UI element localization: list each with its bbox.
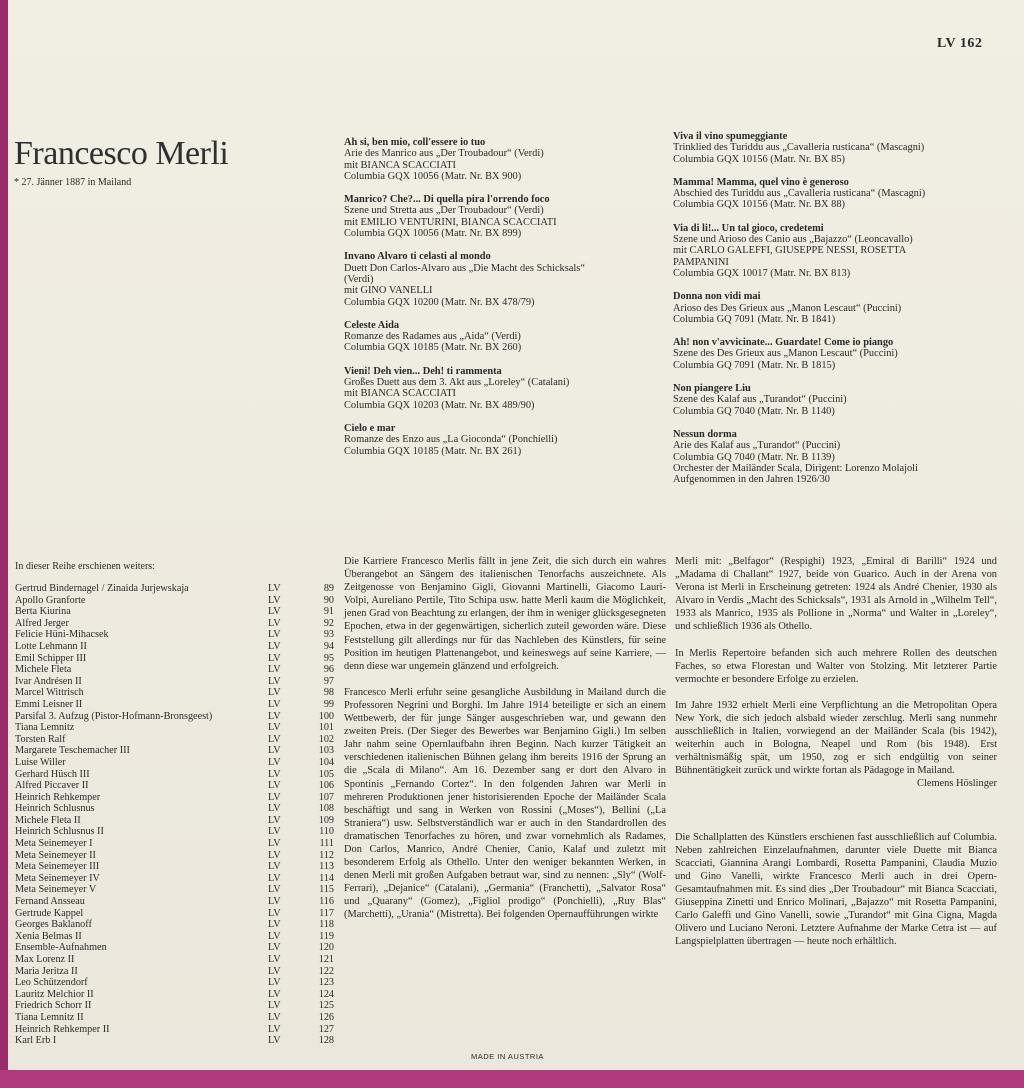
track-detail: mit BIANCA SCACCIATI	[344, 159, 457, 171]
series-artist: Ensemble-Aufnahmen	[15, 942, 107, 954]
series-number: 116	[319, 896, 334, 908]
series-artist: Tiana Lemnitz II	[15, 1011, 84, 1023]
track-detail: Szene des Des Grieux aus „Manon Lescaut“ (Puccini)	[673, 348, 898, 360]
series-artist: Emmi Leisner II	[15, 698, 83, 710]
series-code: LV	[268, 965, 281, 977]
series-number: 124	[318, 988, 334, 1000]
track-title: Invano Alvaro ti celasti al mondo	[344, 251, 491, 263]
series-code: LV	[268, 652, 281, 664]
artist-birth: * 27. Jänner 1887 in Mailand	[14, 177, 132, 188]
track-title: Donna non vidi mai	[673, 291, 761, 303]
series-row	[15, 966, 340, 978]
series-number: 107	[318, 791, 334, 803]
series-number: 113	[319, 861, 334, 873]
series-number: 97	[323, 675, 334, 687]
track-detail: Columbia GQX 10200 (Matr. Nr. BX 478/79)	[344, 296, 535, 308]
track-detail: Arioso des Des Grieux aus „Manon Lescaut“ (Puccini)	[673, 302, 902, 314]
series-code: LV	[268, 1000, 281, 1012]
series-code: LV	[268, 675, 281, 687]
series-artist: Emil Schipper III	[15, 652, 87, 664]
track-detail: Columbia GQ 7091 (Matr. Nr. B 1841)	[673, 313, 836, 325]
series-artist: Berta Kiurina	[15, 606, 71, 618]
track-detail: Columbia GQ 7040 (Matr. Nr. B 1140)	[673, 405, 835, 417]
series-code: LV	[268, 1011, 281, 1023]
track-entry	[673, 337, 993, 371]
series-number: 108	[318, 803, 334, 815]
biography-column-2	[675, 555, 997, 961]
series-artist: Meta Seinemeyer III	[15, 861, 100, 873]
series-number: 101	[318, 722, 334, 734]
series-row	[15, 664, 340, 676]
series-number: 92	[323, 617, 334, 629]
track-detail: PAMPANINI	[673, 256, 729, 268]
series-row	[15, 699, 340, 711]
series-row	[15, 919, 340, 931]
track-title: Ah! non v'avvicinate... Guardate! Come io piango	[673, 337, 894, 349]
series-row	[15, 722, 340, 734]
series-code: LV	[268, 617, 281, 629]
series-code: LV	[268, 756, 281, 768]
track-title: Via di li!... Un tal gioco, credetemi	[673, 222, 824, 234]
track-detail: Szene und Arioso des Canio aus „Bajazzo“ (Leoncavallo)	[673, 234, 913, 246]
series-code: LV	[268, 698, 281, 710]
series-artist: Xenia Belmas II	[15, 930, 82, 942]
series-number: 105	[318, 768, 334, 780]
artist-name: Francesco Merli	[14, 135, 229, 172]
author-signature: Clemens Höslinger	[917, 778, 997, 790]
series-code: LV	[268, 838, 281, 850]
made-in-label: MADE IN AUSTRIA	[471, 1052, 544, 1061]
track-detail: (Verdi)	[344, 273, 374, 285]
series-number: 93	[323, 629, 334, 641]
series-number: 114	[319, 872, 334, 884]
series-number: 128	[318, 1035, 334, 1047]
series-artist: Margarete Teschemacher III	[15, 745, 130, 757]
series-row	[15, 1024, 340, 1036]
series-code: LV	[268, 780, 281, 792]
track-entry	[673, 177, 993, 211]
series-row	[15, 711, 340, 723]
track-title: Manrico? Che?... Di quella pira l'orrendo foco	[344, 194, 550, 206]
series-code: LV	[268, 594, 281, 606]
series-number: 106	[318, 780, 334, 792]
series-row	[15, 803, 340, 815]
series-artist: Georges Baklanoff	[15, 919, 92, 931]
track-entry	[673, 429, 993, 485]
series-row	[15, 850, 340, 862]
series-number: 119	[319, 930, 334, 942]
series-number: 117	[319, 907, 334, 919]
series-artist: Meta Seinemeyer I	[15, 838, 93, 850]
biography-paragraph: Merli mit: „Belfagor“ (Respighi) 1923, „Emiral di Barilli“ 1924 und „Madama di Challant“ 1927, beide von Guarico. Auch in der Arena von Verona ist Merli in Erscheinung getreten: 1924 als André Chenier, 1930 als Alvaro in Verdis „Macht des Schicksals“, 1931 als Arnold in „Wilhelm Tell“, 1933 als Manrico, 1935 als Pollione in „Norma“ und Walter in „Loreley“, und schließlich 1936 als Othello.	[675, 556, 997, 633]
series-row	[15, 595, 340, 607]
track-detail: Columbia GQ 7091 (Matr. Nr. B 1815)	[673, 359, 836, 371]
track-title: Cielo e mar	[344, 422, 396, 434]
track-entry	[673, 131, 993, 165]
series-heading: In dieser Reihe erschienen weiters:	[15, 561, 155, 572]
series-artist: Heinrich Rehkemper II	[15, 1023, 110, 1035]
track-detail: Columbia GQX 10056 (Matr. Nr. BX 899)	[344, 228, 522, 240]
series-code: LV	[268, 710, 281, 722]
series-artist: Alfred Jerger	[15, 617, 69, 629]
series-artist: Max Lorenz II	[15, 954, 75, 965]
series-code: LV	[268, 896, 281, 908]
series-code: LV	[268, 722, 281, 734]
series-artist: Luise Willer	[15, 756, 66, 768]
series-number: 103	[318, 745, 334, 757]
track-detail: mit GINO VANELLI	[344, 285, 433, 297]
series-artist: Fernand Ansseau	[15, 896, 85, 908]
series-artist: Meta Seinemeyer V	[15, 884, 97, 896]
track-detail: Abschied des Turiddu aus „Cavalleria rusticana“ (Mascagni)	[673, 188, 926, 200]
series-code: LV	[268, 919, 281, 931]
series-number: 104	[318, 756, 334, 768]
series-artist: Torsten Ralf	[15, 733, 66, 745]
series-row	[15, 989, 340, 1001]
series-row	[15, 757, 340, 769]
track-title: Ah si, ben mio, coll'essere io tuo	[344, 137, 486, 148]
series-row	[15, 653, 340, 665]
biography-paragraph: Im Jahre 1932 erhielt Merli eine Verpflichtung an die Metropolitan Opera New York, die sich jedoch alsbald wieder zerschlug. Merli sang nunmehr ausschließlich in Italien, vorwiegend an der Mailänder Scala (bis 1942), weiterhin auch in Bologna, Neapel und Rom (bis 1948). Erst verhältnismäßig spät, um 1950, zog er sich endgültig von seiner Bühnentätigkeit zurück und wirkte fortan als Pädagoge in Mailand.	[675, 699, 997, 777]
series-number: 122	[318, 965, 334, 977]
series-code: LV	[268, 872, 281, 884]
series-row	[15, 583, 340, 595]
series-number: 126	[318, 1011, 334, 1023]
track-detail: Columbia GQX 10185 (Matr. Nr. BX 260)	[344, 342, 522, 354]
track-detail: Arie des Manrico aus „Der Troubadour“ (Verdi)	[344, 148, 544, 160]
series-row	[15, 838, 340, 850]
series-artist: Friedrich Schorr II	[15, 1000, 92, 1012]
series-code: LV	[268, 942, 281, 954]
series-row	[15, 641, 340, 653]
series-code: LV	[268, 687, 281, 699]
track-title: Celeste Aida	[344, 319, 400, 331]
track-detail: Arie des Kalaf aus „Turandot“ (Puccini)	[673, 440, 841, 452]
series-artist: Maria Jeritza II	[15, 965, 78, 977]
track-detail: Trinklied des Turiddu aus „Cavalleria rusticana“ (Mascagni)	[673, 142, 925, 154]
series-artist: Heinrich Rehkemper	[15, 791, 101, 803]
sleeve-edge-left	[0, 0, 8, 1088]
track-detail: Columbia GQX 10156 (Matr. Nr. BX 85)	[673, 153, 846, 165]
track-list-right	[673, 131, 993, 497]
track-entry	[344, 137, 644, 182]
series-number: 125	[318, 1000, 334, 1012]
series-code: LV	[268, 884, 281, 896]
series-code: LV	[268, 930, 281, 942]
series-code: LV	[268, 954, 281, 965]
series-number: 115	[319, 884, 334, 896]
series-row	[15, 954, 340, 966]
record-sleeve-back	[8, 0, 1024, 1070]
series-list	[15, 583, 340, 1047]
track-detail: Columbia GQX 10056 (Matr. Nr. BX 900)	[344, 170, 522, 182]
series-code: LV	[268, 583, 281, 594]
series-number: 111	[319, 838, 334, 850]
series-artist: Ivar Andrésen II	[15, 675, 82, 687]
series-code: LV	[268, 988, 281, 1000]
track-detail: Szene und Stretta aus „Der Troubadour“ (Verdi)	[344, 205, 544, 217]
series-code: LV	[268, 814, 281, 826]
series-number: 109	[318, 814, 334, 826]
track-entry	[344, 366, 644, 411]
catalog-number: LV 162	[937, 36, 983, 51]
track-title: Nessun dorma	[673, 428, 737, 440]
track-entry	[673, 383, 993, 417]
track-detail: Columbia GQX 10185 (Matr. Nr. BX 261)	[344, 445, 522, 457]
series-code: LV	[268, 849, 281, 861]
biography-paragraph: Francesco Merli erfuhr seine gesangliche Ausbildung in Mailand durch die Professoren Negrini und Borghi. Im Jahre 1914 beteiligte er sich an einem Wettbewerb, der für junge Sänger ausgeschrieben war, und gewann den zweiten Preis. (Der Sieger des Bewerbes war Benjamino Gigli.) Im selben Jahr nahm seine Opernlaufbahn ihren Beginn. Nach kurzer Tätigkeit an verschiedenen italienischen Bühnen gelang ihm bereits 1916 der Sprung an die „Scala di Milano“. Am 16. Dezember sang er dort den Alvaro in Spontinis „Fernando Cortez“. In den folgenden Jahren war Merli in mehreren Produktionen jener historisierenden Epoche der Mailänder Scala beschäftigt und sang in Werken von Rossini („Moses“), Bellini („La Straniera“) usw. Selbstverständlich war er auch in den Standardrollen des dramatischen Tenorfaches zu hören, und zwar vornehmlich als Radames, Don Carlos, Manrico, André Chenier, Canio, Kalaf und zuletzt mit besonderem Erfolg als Othello. Unter den weniger bekannten Werken, in denen Merli mit großen Aufgaben betraut war, sind zu nennen: „Sly“ (Wolf-Ferrari), „Dejanice“ (Catalani), „Germania“ (Franchetti), „Salvator Rosa“ und „Quarany“ (Gomez), „Figliol prodigo“ (Ponchielli), „Ruy Blas“ (Marchetti), „Urania“ (Mistretta). Bei folgenden Opernaufführungen wirkte	[344, 686, 666, 921]
series-row	[15, 931, 340, 943]
series-row	[15, 780, 340, 792]
series-code: LV	[268, 791, 281, 803]
series-row	[15, 1000, 340, 1012]
series-artist: Lotte Lehmann II	[15, 640, 87, 652]
series-number: 102	[318, 733, 334, 745]
series-artist: Meta Seinemeyer II	[15, 849, 96, 861]
series-artist: Leo Schützendorf	[15, 977, 88, 989]
series-row	[15, 942, 340, 954]
series-row	[15, 676, 340, 688]
track-detail: mit BIANCA SCACCIATI	[344, 388, 457, 400]
track-title: Viva il vino spumeggiante	[673, 131, 788, 142]
series-row	[15, 769, 340, 781]
series-code: LV	[268, 733, 281, 745]
series-row	[15, 873, 340, 885]
track-title: Non piangere Liu	[673, 383, 751, 395]
series-row	[15, 908, 340, 920]
series-row	[15, 861, 340, 873]
series-row	[15, 745, 340, 757]
track-list-left	[344, 137, 644, 469]
series-code: LV	[268, 640, 281, 652]
series-artist: Apollo Granforte	[15, 594, 86, 606]
track-entry	[344, 320, 644, 354]
series-artist: Heinrich Schlusnus	[15, 803, 95, 815]
track-detail: Orchester der Mailänder Scala, Dirigent: Lorenzo Molajoli	[673, 462, 918, 474]
series-number: 120	[318, 942, 334, 954]
series-number: 100	[318, 710, 334, 722]
track-title: Mamma! Mamma, quel vino è generoso	[673, 176, 849, 188]
sleeve-edge-bottom	[0, 1070, 1024, 1088]
series-row	[15, 687, 340, 699]
series-code: LV	[268, 826, 281, 838]
series-number: 98	[323, 687, 334, 699]
series-code: LV	[268, 629, 281, 641]
track-detail: Romanze des Enzo aus „La Gioconda“ (Ponchielli)	[344, 434, 558, 446]
series-number: 112	[319, 849, 334, 861]
series-code: LV	[268, 745, 281, 757]
series-row	[15, 815, 340, 827]
series-artist: Gertrud Bindernagel / Zinaida Jurjewskaja	[15, 583, 189, 594]
series-row	[15, 896, 340, 908]
series-code: LV	[268, 861, 281, 873]
series-artist: Alfred Piccaver II	[15, 780, 89, 792]
series-number: 123	[318, 977, 334, 989]
track-detail: Szene des Kalaf aus „Turandot“ (Puccini)	[673, 394, 847, 406]
track-entry	[344, 251, 644, 307]
track-detail: mit CARLO GALEFFI, GIUSEPPE NESSI, ROSETTA	[673, 245, 907, 257]
track-entry	[673, 223, 993, 279]
track-title: Vieni! Deh vien... Deh! ti rammenta	[344, 365, 502, 377]
series-number: 99	[323, 698, 334, 710]
track-detail: mit EMILIO VENTURINI, BIANCA SCACCIATI	[344, 216, 557, 228]
series-artist: Gerhard Hüsch III	[15, 768, 90, 780]
track-detail: Columbia GQX 10203 (Matr. Nr. BX 489/90)	[344, 399, 535, 411]
series-artist: Tiana Lemnitz	[15, 722, 75, 734]
series-number: 94	[323, 640, 334, 652]
series-row	[15, 977, 340, 989]
series-code: LV	[268, 1023, 281, 1035]
series-code: LV	[268, 664, 281, 676]
discography-note: Die Schallplatten des Künstlers erschienen fast ausschließlich auf Columbia. Neben zahlreichen Einzelaufnahmen, darunter viele Duette mit Bianca Scacciati, Giannina Arangi Lombardi, Rosetta Pampanini, Claudia Muzio und Gino Vanelli, wirkte Francesco Merli auch in drei Opern-Gesamtaufnahmen mit. Es sind dies „Der Troubadour“ mit Bianca Scacciati, Giuseppina Zinetti und Enrico Molinari, „Bajazzo“ mit Rosetta Pampanini, Carlo Galeffi und Gino Vanelli, sowie „Turandot“ mit Gina Cigna, Magda Olivero und Luciano Neroni. Letztere Aufnahme der Marke Cetra ist — auf Langspielplatten übertragen — heute noch erhältlich.	[675, 831, 997, 948]
series-artist: Gertrude Kappel	[15, 907, 84, 919]
series-row	[15, 606, 340, 618]
series-code: LV	[268, 1035, 281, 1047]
track-entry	[344, 423, 644, 457]
series-artist: Karl Erb I	[15, 1035, 57, 1047]
series-number: 118	[319, 919, 334, 931]
series-artist: Michele Fleta	[15, 664, 72, 676]
track-entry	[344, 194, 644, 239]
series-code: LV	[268, 907, 281, 919]
series-artist: Lauritz Melchior II	[15, 988, 94, 1000]
series-code: LV	[268, 803, 281, 815]
series-number: 121	[318, 954, 334, 965]
series-number: 90	[323, 594, 334, 606]
series-code: LV	[268, 606, 281, 618]
series-row	[15, 1035, 340, 1047]
track-detail: Romanze des Radames aus „Aida“ (Verdi)	[344, 331, 521, 343]
series-artist: Marcel Wittrisch	[15, 687, 84, 699]
track-entry	[673, 291, 993, 325]
series-row	[15, 826, 340, 838]
track-detail: Aufgenommen in den Jahren 1926/30	[673, 474, 830, 486]
series-number: 110	[319, 826, 334, 838]
biography-column-1	[344, 555, 666, 935]
track-detail: Großes Duett aus dem 3. Akt aus „Loreley“ (Catalani)	[344, 377, 570, 389]
biography-paragraph: In Merlis Repertoire befanden sich auch mehrere Rollen des deutschen Faches, so etwa Florestan und Walter von Stolzing. Mit letzterer Partie vermochte er besondere Erfolge zu erzielen.	[675, 647, 997, 685]
series-code: LV	[268, 977, 281, 989]
series-row	[15, 618, 340, 630]
series-number: 96	[323, 664, 334, 676]
series-number: 91	[323, 606, 334, 618]
series-number: 95	[323, 652, 334, 664]
series-row	[15, 884, 340, 896]
biography-paragraph: Die Karriere Francesco Merlis fällt in jene Zeit, die sich durch ein wahres Überangebot an Sängern des italienischen Tenorfachs auszeichnete. Als Zeitgenosse von Benjamino Gigli, Giovanni Martinelli, Giacomo Lauri-Volpi, Aureliano Pertile, Tito Schipa usw. hatte Merli kaum die Möglichkeit, jenen Grad von Beachtung zu erlangen, der ihm in weniger glücksgesegneten Epochen, etwa in der gegenwärtigen, sicherlich zuteil geworden wäre. Diese Feststellung gilt allerdings nur für das Nachleben des Künstlers, für seine Position im heutigen Plattenangebot, und keineswegs auf seine Karriere, — denn diese war ungemein glänzend und erfolgreich.	[344, 556, 666, 672]
series-artist: Felicie Hüni-Mihacsek	[15, 629, 109, 641]
series-code: LV	[268, 768, 281, 780]
track-detail: Columbia GQ 7040 (Matr. Nr. B 1139)	[673, 451, 835, 463]
series-artist: Meta Seinemeyer IV	[15, 872, 100, 884]
series-row	[15, 792, 340, 804]
series-artist: Heinrich Schlusnus II	[15, 826, 104, 838]
track-detail: Columbia GQX 10156 (Matr. Nr. BX 88)	[673, 199, 846, 211]
series-artist: Michele Fleta II	[15, 814, 81, 826]
series-row	[15, 734, 340, 746]
track-detail: Columbia GQX 10017 (Matr. Nr. BX 813)	[673, 267, 851, 279]
track-detail: Duett Don Carlos-Alvaro aus „Die Macht des Schicksals“	[344, 262, 585, 274]
series-artist: Parsifal 3. Aufzug (Pistor-Hofmann-Bronsgeest)	[15, 710, 213, 722]
series-number: 89	[323, 583, 334, 594]
series-row	[15, 629, 340, 641]
series-row	[15, 1012, 340, 1024]
series-number: 127	[318, 1023, 334, 1035]
